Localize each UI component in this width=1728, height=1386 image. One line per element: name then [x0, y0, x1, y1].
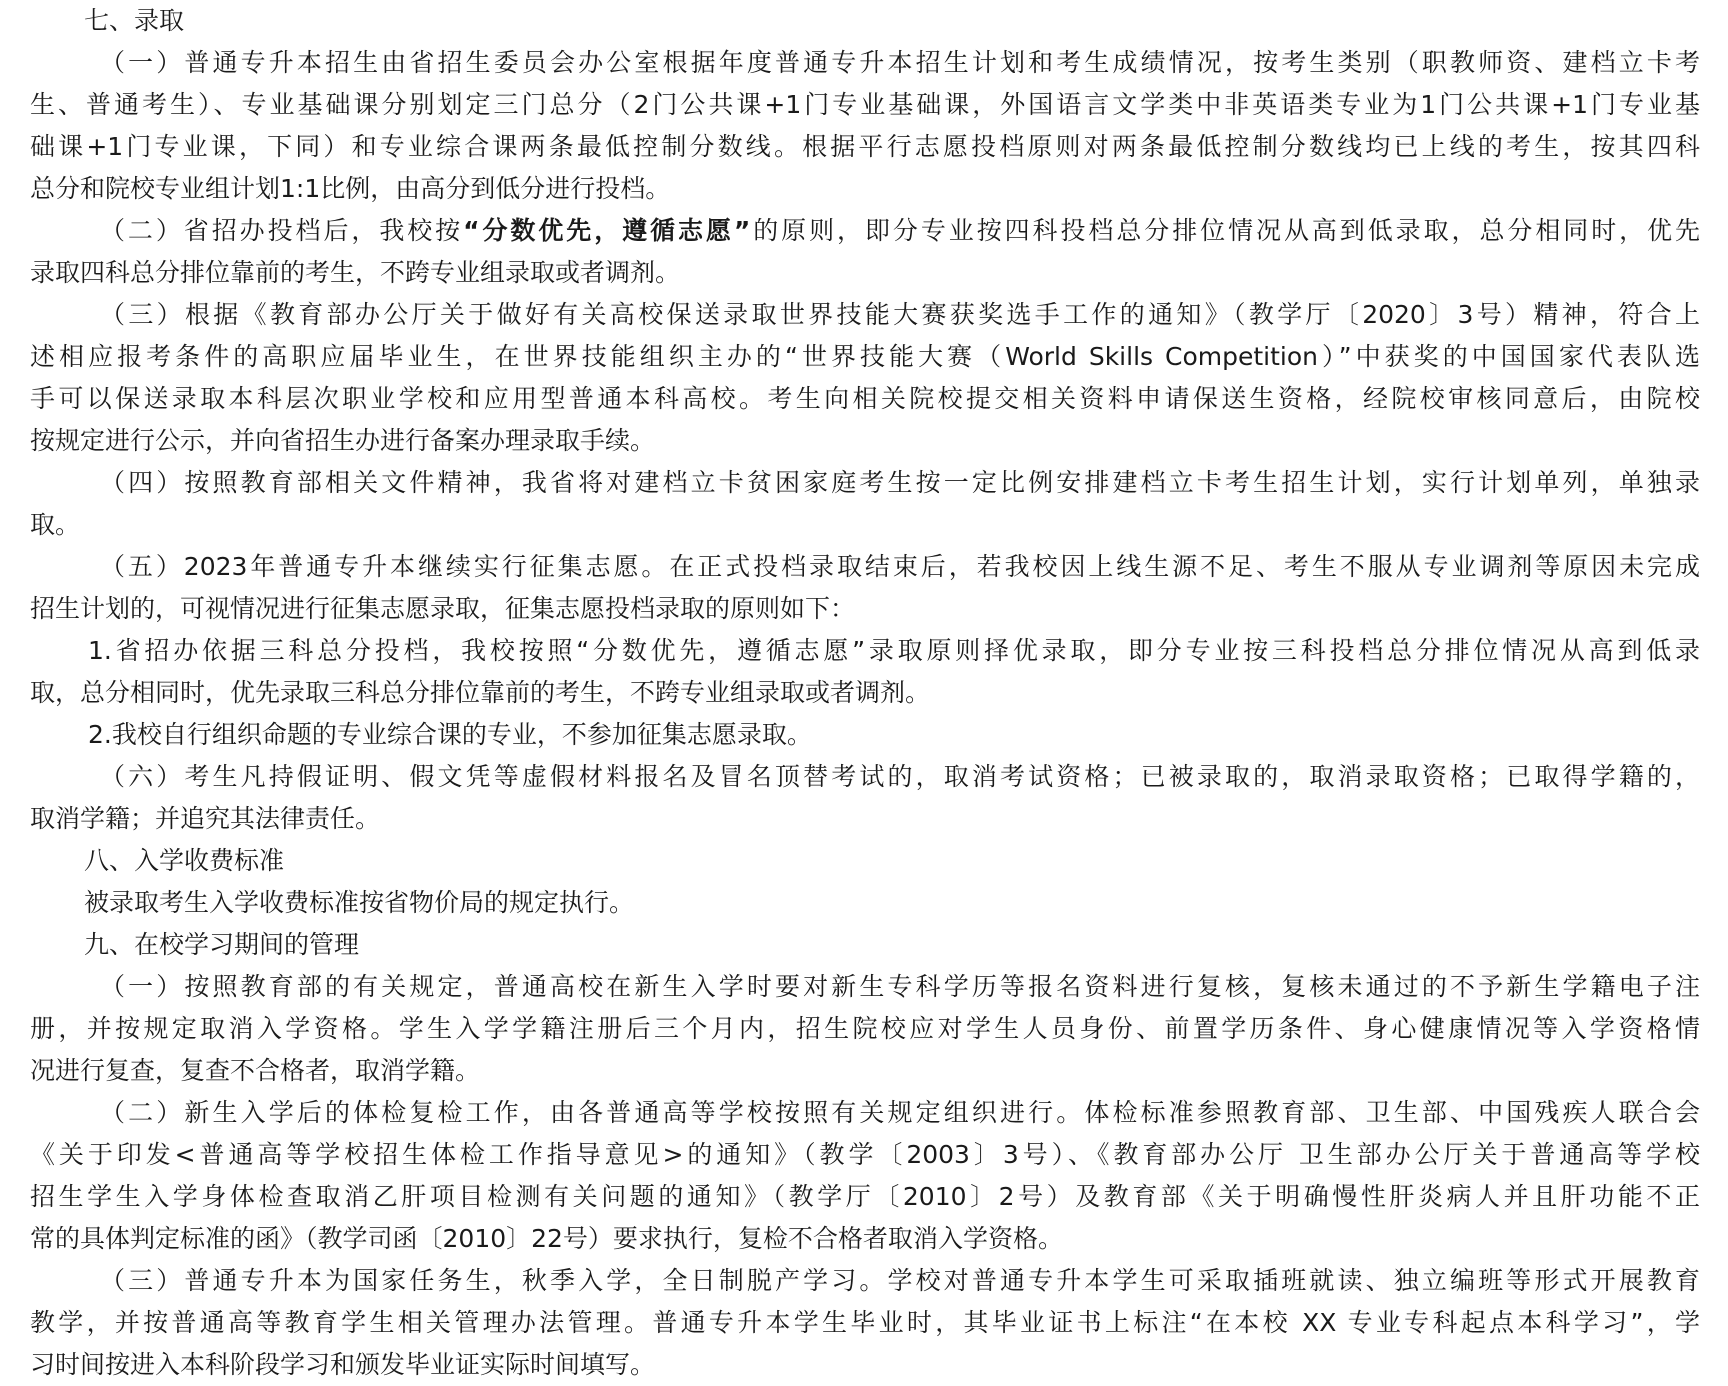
paragraph-line: （三）根据《教育部办公厅关于做好有关高校保送录取世界技能大赛获奖选手工作的通知》（教学厅〔2020〕3号）精神，符合上 — [100, 300, 1700, 329]
paragraph-line: 按规定进行公示，并向省招生办进行备案办理录取手续。 — [30, 426, 656, 455]
paragraph-line: 总分和院校专业组计划1:1比例，由高分到低分进行投档。 — [30, 174, 671, 203]
paragraph-line: （一）普通专升本招生由省招生委员会办公室根据年度普通专升本招生计划和考生成绩情况，按考生类别（职教师资、建档立卡考 — [100, 48, 1700, 77]
paragraph-line: 取消学籍；并追究其法律责任。 — [30, 804, 381, 833]
paragraph-line: （一）按照教育部的有关规定，普通高校在新生入学时要对新生专科学历等报名资料进行复核，复核未通过的不予新生学籍电子注 — [100, 972, 1700, 1001]
paragraph-line — [30, 210, 1700, 252]
paragraph-line: 册，并按规定取消入学资格。学生入学学籍注册后三个月内，招生院校应对学生人员身份、前置学历条件、身心健康情况等入学资格情 — [30, 1014, 1700, 1043]
paragraph-line: 《关于印发<普通高等学校招生体检工作指导意见>的通知》（教学〔2003〕3号）、《教育部办公厅 卫生部办公厅关于普通高等学校 — [30, 1140, 1700, 1169]
paragraph-line: 招生学生入学身体检查取消乙肝项目检测有关问题的通知》（教学厅〔2010〕2号）及教育部《关于明确慢性肝炎病人并且肝功能不正 — [30, 1182, 1700, 1211]
paragraph-line: （四）按照教育部相关文件精神，我省将对建档立卡贫困家庭考生按一定比例安排建档立卡考生招生计划，实行计划单列，单独录 — [100, 468, 1700, 497]
paragraph-line: （五）2023年普通专升本继续实行征集志愿。在正式投档录取结束后，若我校因上线生源不足、考生不服从专业调剂等原因未完成 — [100, 552, 1700, 581]
paragraph-line: （六）考生凡持假证明、假文凭等虚假材料报名及冒名顶替考试的，取消考试资格；已被录取的，取消录取资格；已取得学籍的， — [100, 762, 1700, 791]
text-run: （二）省招办投档后，我校按 — [100, 216, 464, 245]
paragraph-line: 被录取考生入学收费标准按省物价局的规定执行。 — [84, 888, 635, 917]
paragraph-line: 述相应报考条件的高职应届毕业生，在世界技能组织主办的“世界技能大赛（World Skills Competition）”中获奖的中国国家代表队选 — [30, 342, 1700, 371]
document-body — [30, 0, 1700, 1386]
paragraph-line: 手可以保送录取本科层次职业学校和应用型普通本科高校。考生向相关院校提交相关资料申请保送生资格，经院校审核同意后，由院校 — [30, 384, 1700, 413]
paragraph-line: 生、普通考生）、专业基础课分别划定三门总分（2门公共课+1门专业基础课，外国语言文学类中非英语类专业为1门公共课+1门专业基 — [30, 90, 1700, 119]
paragraph-line: 习时间按进入本科阶段学习和颁发毕业证实际时间填写。 — [30, 1350, 656, 1379]
paragraph-line: 2.我校自行组织命题的专业综合课的专业，不参加征集志愿录取。 — [88, 720, 812, 749]
paragraph-line: 招生计划的，可视情况进行征集志愿录取，征集志愿投档录取的原则如下： — [30, 594, 856, 623]
bold-text: “分数优先，遵循志愿” — [463, 216, 751, 245]
paragraph-line: 取，总分相同时，优先录取三科总分排位靠前的考生，不跨专业组录取或者调剂。 — [30, 678, 931, 707]
paragraph-line: 况进行复查，复查不合格者，取消学籍。 — [30, 1056, 481, 1085]
paragraph-line: （二）新生入学后的体检复检工作，由各普通高等学校按照有关规定组织进行。体检标准参照教育部、卫生部、中国残疾人联合会 — [100, 1098, 1700, 1127]
section-heading-management: 九、在校学习期间的管理 — [84, 930, 360, 959]
paragraph-line: 础课+1门专业课，下同）和专业综合课两条最低控制分数线。根据平行志愿投档原则对两条最低控制分数线均已上线的考生，按其四科 — [30, 132, 1700, 161]
paragraph-line: 教学，并按普通高等教育学生相关管理办法管理。普通专升本学生毕业时，其毕业证书上标注“在本校 XX 专业专科起点本科学习”，学 — [30, 1308, 1700, 1337]
paragraph-line: 取。 — [30, 510, 81, 539]
text-run: 的原则，即分专业按四科投档总分排位情况从高到低录取，总分相同时，优先 — [750, 216, 1700, 245]
paragraph-line: 常的具体判定标准的函》（教学司函〔2010〕22号）要求执行，复检不合格者取消入学资格。 — [30, 1224, 1063, 1253]
paragraph-line: 录取四科总分排位靠前的考生，不跨专业组录取或者调剂。 — [30, 258, 681, 287]
section-heading-fees: 八、入学收费标准 — [84, 846, 285, 875]
section-heading-admission: 七、录取 — [84, 6, 185, 35]
paragraph-line: 1.省招办依据三科总分投档，我校按照“分数优先，遵循志愿”录取原则择优录取，即分专业按三科投档总分排位情况从高到低录 — [88, 636, 1700, 665]
paragraph-line: （三）普通专升本为国家任务生，秋季入学，全日制脱产学习。学校对普通专升本学生可采取插班就读、独立编班等形式开展教育 — [100, 1266, 1700, 1295]
